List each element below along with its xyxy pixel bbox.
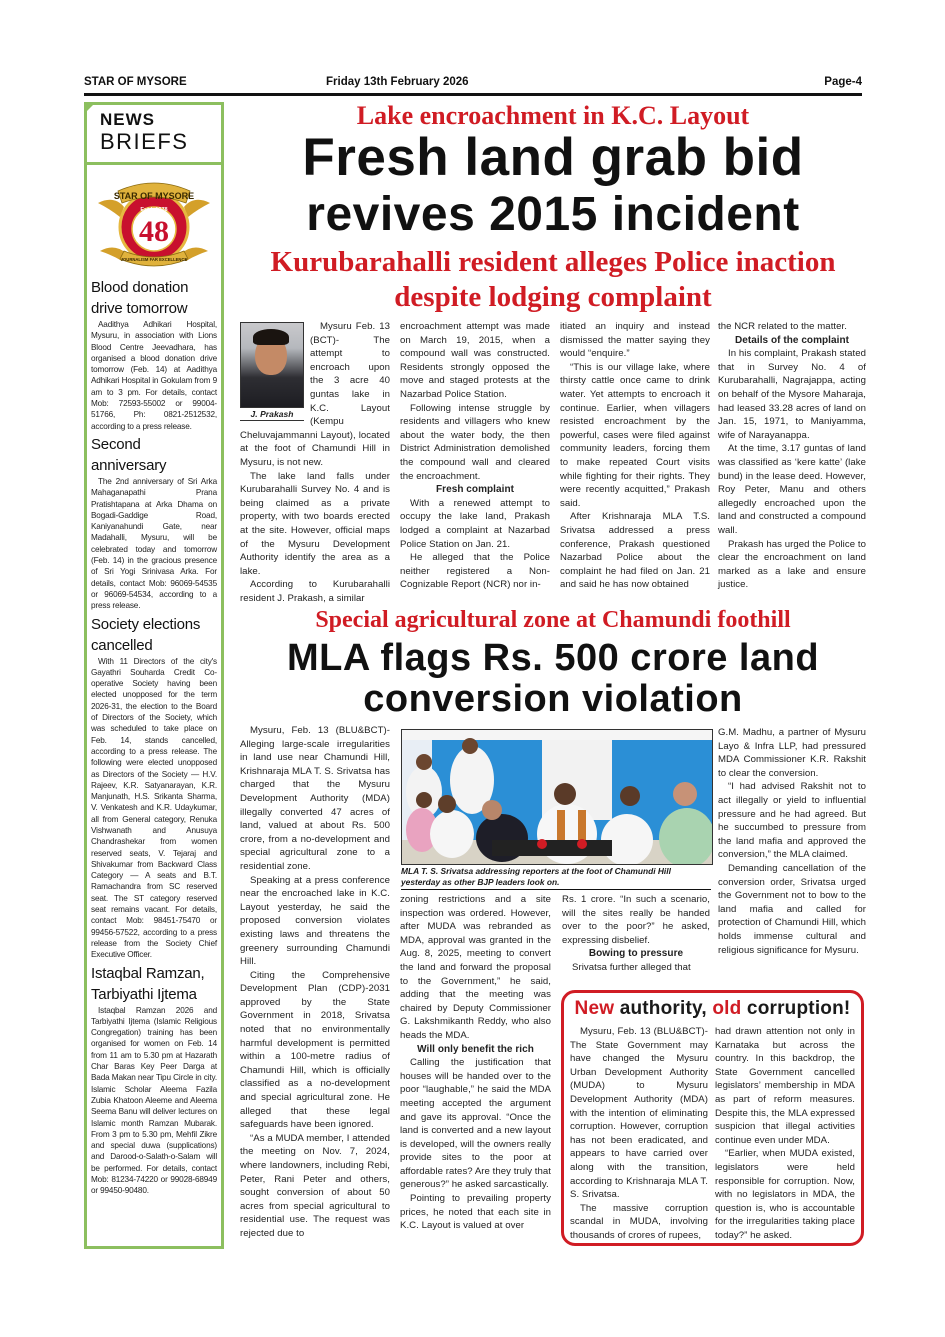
prakash-photo-caption: J. Prakash bbox=[240, 408, 304, 421]
brief-item bbox=[91, 963, 217, 1197]
brief-title: Second anniversary bbox=[91, 435, 167, 474]
news-briefs-sidebar bbox=[84, 102, 224, 1249]
paragraph: Mysuru, Feb. 13 (BLU&BCT)- Alleging large-scale irregularities in land use near Chamundi Hill, Krishnaraja MLA T. S. Srivatsa has charged that the Mysuru Development Authority (MDA) illegally converted 47 acres of land, valued at about Rs. 500 crore, from a no-development and special agricultural zone to a residential zone. bbox=[240, 725, 390, 872]
logo-estd-text: Estd. 1978 bbox=[140, 207, 168, 213]
issue-date: Friday 13th February 2026 bbox=[326, 76, 469, 88]
brief-item bbox=[91, 614, 217, 961]
story2-kicker: Special agricultural zone at Chamundi foothill bbox=[315, 607, 791, 633]
paragraph: itiated an inquiry and instead dismissed the matter saying they would “enquire.” bbox=[560, 321, 710, 360]
paragraph: The massive corruption scandal in MUDA, involving thousands of crores of rupees, bbox=[570, 1202, 708, 1241]
paragraph: “This is our village lake, where thirsty cattle once came to drink water. Yet attempts to encroach it continue. Earlier, when villagers resisted encroachment by the powerful, cases were filed against community leaders, forcing them to make repeated Court visits while fighting for their rights. They were recently acquitted,” Prakash said. bbox=[560, 361, 710, 509]
corner-flag-icon bbox=[84, 102, 96, 114]
story2-headline-line1: MLA flags Rs. 500 crore land bbox=[286, 637, 820, 679]
story1-deck-line1: Kurubarahalli resident alleges Police inaction bbox=[270, 246, 836, 278]
story2-headline-line2: conversion violation bbox=[363, 678, 743, 720]
paragraph: G.M. Madhu, a partner of Mysuru Layo & Infra LLP, had pressured MDA Commissioner K.R. Rakshit to clear the conversion. bbox=[718, 727, 866, 779]
press-conference-photo bbox=[401, 729, 713, 865]
paragraph: In his complaint, Prakash stated that in Survey No. 4 of Kurubarahalli, Nagrajappa, acting on behalf of the Mysore Maharaja, had leased 33.28 acres of land on Jan. 15, 1971, to Maniyamma, wife of Narayanappa. bbox=[718, 348, 866, 441]
subheading: Will only benefit the rich bbox=[417, 1043, 534, 1055]
story2-column-1 bbox=[240, 724, 390, 1241]
boxed-column-2 bbox=[715, 1025, 855, 1243]
paragraph: Pointing to prevailing property prices, he noted that each site in K.C. Layout is valued at over bbox=[400, 1193, 551, 1232]
story1-column-2 bbox=[400, 320, 550, 592]
paragraph: “As a MUDA member, I attended the meeting on Nov. 7, 2024, where landowners, including Rebi, Peter, Rani Peter and others, sought conversion of about 50 acres from special agricultural to residential use. The request was rejected due to bbox=[240, 1132, 390, 1239]
brief-text: Istaqbal Ramzan 2026 and Tarbiyathi Ijtema (Islamic Religious Congregation) training has been organised for women on Feb. 14 from 11 am to 5.30 pm at Hazarath Char Baras Key Peer Darga at Bada Makan near Tipu Circle in city. Islamic Scholar Aleema Fazila Zubia Khatoon Aleeme and Aleema Seema Banu will deliver lectures on Islamic month Ramzan Mubarak. From 3 pm to 5.30 pm, Mehfil Zikre and special duwa (supplications) and Darood-o-Salath-o-Salam will be performed. For details, contact Mob: 81234-74220 or 99028-68949 or 99450-90480. bbox=[91, 1005, 217, 1196]
story1-kicker: Lake encroachment in K.C. Layout bbox=[356, 101, 750, 130]
paragraph: had drawn attention not only in Karnataka but across the country. In this backdrop, the State Government cancelled legislators’ membership in MDA as part of reform measures. Despite this, the MLA expressed suspicion that illegal activities continue even under MDA. bbox=[715, 1026, 855, 1146]
headline-word-old: old bbox=[712, 998, 742, 1019]
paragraph: Demanding cancellation of the conversion order, Srivatsa urged the Government not to bow to the land mafia and called for protection of Chamundi Hill, which holds immense cultural and religious significance for Mysuru. bbox=[718, 862, 866, 956]
masthead bbox=[84, 76, 862, 93]
portrait-image bbox=[240, 322, 304, 408]
page-number: Page-4 bbox=[824, 76, 862, 88]
headline-word-corruption: corruption! bbox=[746, 998, 851, 1019]
paragraph: encroachment attempt was made on March 19, 2015, when a compound wall was constructed. Residents strongly opposed the move and staged protests at the Nazarbad Police Station. bbox=[400, 321, 550, 400]
boxed-headline bbox=[564, 998, 861, 1020]
story2-column-2 bbox=[400, 893, 551, 1233]
paragraph: Mysuru Feb. 13 (BCT)- The attempt to encroach upon the 3 acre 40 guntas lake in K.C. Layout (Kempu Cheluvajammanni Layout), located at the foot of Chamundi Hill in Mysuru, is not new. bbox=[240, 321, 390, 468]
brief-text: With 11 Directors of the city's Gayathri Souharda Credit Co-operative Society having been elected unopposed for the term 2026-31, the election to the Board of Directors of the Society, which was scheduled to take place on Feb. 14, stands cancelled, according to a press release. The following were elected unopposed as Directors of the Society — H.V. Rajeev, K.R. Satyanarayan, K.R. Manjunath, H.S. Srikanta Sharma, V. Venkatesh and K.R. Udaykumar, all from General category, Renuka Vishwanath and Anusuya Chandrashekar from women reserved seats, V. Tejaraj and Shivakumar from Backward Class Category — A seats and B.T. Ramachandra from SC reserved seat. The ST category reserved seat remains vacant. For details, contact Mob: 98451-75470 or 99456-57522, according to a press release from the Society Chief Executive Officer. bbox=[91, 656, 217, 960]
paragraph: “I had advised Rakshit not to act illegally or yield to influential pressure and he had agreed. But he succumbed to pressure from the land mafia and approved the conversion,” the MLA claimed. bbox=[718, 781, 866, 861]
paragraph: Speaking at a press conference near the encroached lake in K.C. Layout yesterday, he said the proposed conversion violates existing laws and threatens the greenery surrounding Chamundi Hill. bbox=[240, 874, 390, 968]
paragraph: Following intense struggle by residents and villagers who knew about the water body, the then District Administration demolished the compound wall and cleared the encroachment. bbox=[400, 402, 550, 482]
logo-banner-text: STAR OF MYSORE bbox=[113, 191, 195, 201]
paragraph: zoning restrictions and a site inspection was ordered. However, after MUDA was rebranded as MDA, approval was granted in the Aug. 8, 2025, meeting to convert the land and forward the proposal to the Government,” he said, adding that the meeting was chaired by Deputy Commissioner G. Lakshmikanth Reddy, who also heads the MDA. bbox=[400, 894, 551, 1041]
story1-headline-line1: Fresh land grab bid bbox=[302, 128, 804, 187]
paragraph: With a renewed attempt to occupy the lake land, Prakash lodged a complaint at Nazarbad Police Station on Jan. 21. bbox=[400, 497, 550, 550]
press-photo-caption: MLA T. S. Srivatsa addressing reporters at the foot of Chamundi Hill yesterday as other BJP leaders look on. bbox=[401, 866, 711, 890]
paragraph: According to Kurubarahalli resident J. Prakash, a similar bbox=[240, 579, 390, 604]
news-label: NEWS bbox=[100, 110, 155, 129]
story1-column-3 bbox=[560, 320, 710, 592]
anniversary-logo bbox=[94, 173, 214, 275]
paragraph: Citing the Comprehensive Development Plan (CDP)-2031 approved by the State Government in 2018, Srivatsa noted that no environmentally harmful development is permitted within a 100-metre radius of Chamundi Hill, which is officially classified as a no-development and special agricultural zone. He alleged that these legal safeguards have been ignored. bbox=[240, 969, 390, 1131]
subheading: Details of the complaint bbox=[735, 334, 849, 346]
brief-item bbox=[91, 434, 217, 612]
headline-word-authority: authority, bbox=[619, 998, 707, 1019]
brief-text: Aadithya Adhikari Hospital, Mysuru, in association with Lions Blood Centre Jeevadhara, has organised a blood donation drive tomorrow (Feb. 14) at Aadithya Adhikari Hospital in Gokulam from 9 am to 3 pm. For details, contact Mob: 72593-55002 or 99004-51766, Ph: 0821-2512532, according to a press release. bbox=[91, 320, 217, 431]
story2-column-4 bbox=[718, 726, 866, 957]
paragraph: He alleged that the Police neither registered a Non-Cognizable Report (NCR) nor in- bbox=[400, 552, 550, 591]
headline-word-new: New bbox=[574, 998, 615, 1019]
paragraph: After Krishnaraja MLA T.S. Srivatsa addressed a press conference, Prakash questioned Nazarbad Police about the complaint he had filed on Jan. 21 and said he has now obtained bbox=[560, 511, 710, 591]
paragraph: At the time, 3.17 guntas of land was classified as ‘kere katte’ (lake bund) in the lease deed. However, Roy Peter, Manu and others allegedly encroached upon the land and constructed a compound wall. bbox=[718, 443, 866, 536]
brief-title: Blood donation drive tomorrow bbox=[91, 279, 189, 317]
paragraph: Prakash has urged the Police to clear the encroachment on land marked as a lake and ensure justice. bbox=[718, 538, 866, 591]
subheading: Fresh complaint bbox=[436, 484, 514, 496]
brief-title: Society elections cancelled bbox=[91, 615, 201, 654]
masthead-rule bbox=[84, 93, 862, 96]
story2-column-3 bbox=[562, 893, 710, 975]
paragraph: Rs. 1 crore. “In such a scenario, will the sites really be handed over to the poor?” he asked, expressing disbelief. bbox=[562, 894, 710, 946]
brief-title: Istaqbal Ramzan, Tarbiyathi Ijtema bbox=[91, 964, 205, 1003]
subheading: Bowing to pressure bbox=[588, 948, 684, 960]
paragraph: the NCR related to the matter. bbox=[718, 321, 847, 332]
prakash-photo bbox=[240, 322, 304, 420]
story1-column-1 bbox=[240, 320, 390, 605]
logo-motto-text: JOURNALISM FAR EXCELLENCE bbox=[120, 257, 188, 262]
brief-item bbox=[91, 277, 217, 432]
briefs-label: BRIEFS bbox=[100, 129, 189, 154]
new-authority-old-corruption-box bbox=[561, 990, 864, 1246]
story1-headline-line2: revives 2015 incident bbox=[306, 188, 800, 241]
paragraph: The lake land falls under Kurubarahalli Survey No. 4 and is being claimed as a private property, with two boards erected at the site. However, official maps of the Mysuru Development Authority identify the area as a lake. bbox=[240, 470, 390, 577]
paragraph: Srivatsa further alleged that bbox=[572, 961, 691, 973]
paragraph: Mysuru, Feb. 13 (BLU&BCT)- The State Government may have changed the Mysuru Urban Development Authority (MUDA) to Mysuru Development Authority (MDA) with the intention of eliminating corruption. However, corruption has not been eradicated, and appears to have carried over along with the transition, according to Krishnaraja MLA T. S. Srivatsa. bbox=[570, 1026, 708, 1201]
story1-deck-line2: despite lodging complaint bbox=[394, 281, 712, 313]
star-of-mysore-48-emblem-icon bbox=[94, 173, 214, 275]
news-briefs-header bbox=[87, 105, 221, 165]
paragraph: “Earlier, when MUDA existed, legislators were held responsible for corruption. Now, with no legislators in MDA, the question is, who is accountable for the irregularities taking place today?” he asked. bbox=[715, 1148, 855, 1241]
story1-column-4 bbox=[718, 320, 866, 592]
logo-number-text: 48 bbox=[139, 215, 169, 248]
press-conference-image-icon bbox=[402, 730, 712, 864]
boxed-column-1 bbox=[570, 1025, 708, 1243]
paper-name: STAR OF MYSORE bbox=[84, 76, 187, 88]
paragraph: Calling the justification that houses will be handed over to the poor “laughable,” he said the MDA meeting accepted the argument and gave its approval. “Once the land is converted and a new layout is developed, will the owners really provide sites to the poor at affordable rates? Are they truly that generous?” he asked sarcastically. bbox=[400, 1057, 551, 1191]
brief-text: The 2nd anniversary of Sri Arka Mahaganapathi Prana Pratishtapana at Arka Dhama on Bogadi-Gaddige Road, Kaniyanahundi Gate, near Madahalli, Mysuru, will be celebrated today and tomorrow (Feb. 14) in the gracious presence of Sri Yogi Srinivasa Arka. For details, contact Mob: 96069-54535 or 96069-54534, according to a press release. bbox=[91, 476, 217, 611]
